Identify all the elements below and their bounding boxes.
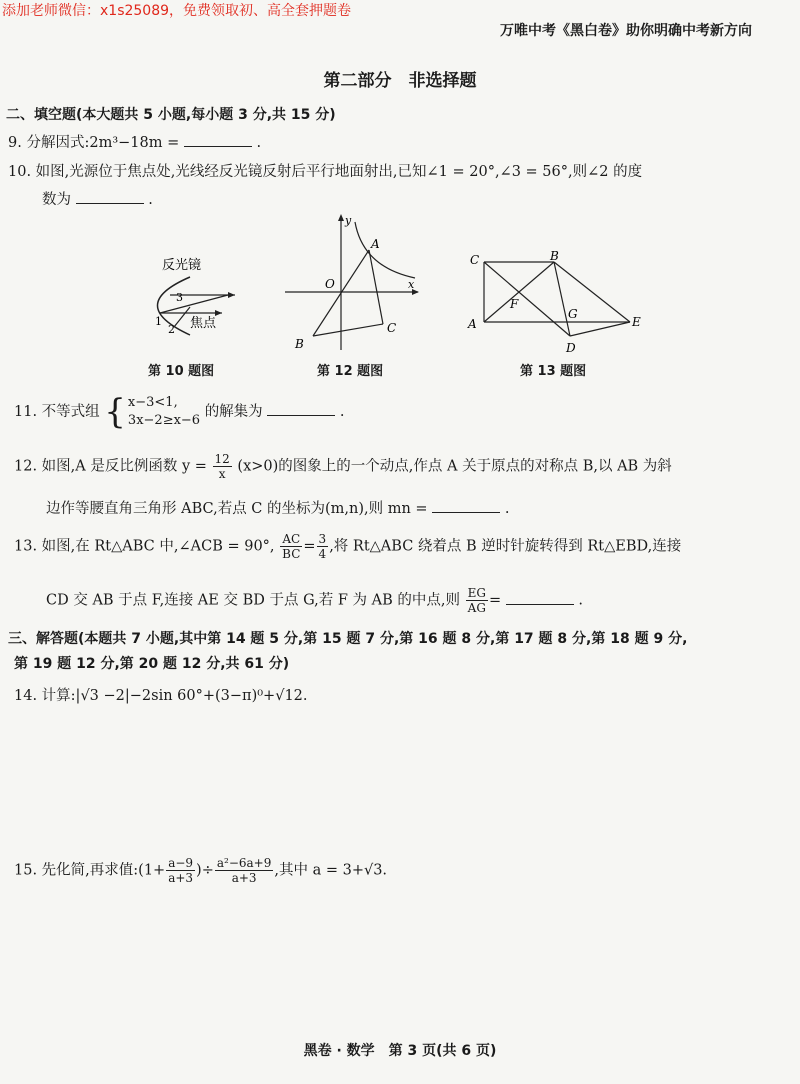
q15-fraction-1 (166, 856, 195, 885)
q10-end: . (148, 192, 153, 208)
q12-number: 12. (14, 458, 38, 475)
q13-equals-2: = (488, 592, 502, 609)
fig13-point-a: A (468, 317, 477, 331)
q13-text2: CD 交 AB 于点 F,连接 AE 交 BD 于点 G,若 F 为 AB 的中点,则 (46, 592, 460, 609)
q15-text-c: ,其中 a = 3+√3. (274, 862, 388, 879)
q13-equals: = (303, 538, 316, 555)
q12-text2: 边作等腰直角三角形 ABC,若点 C 的坐标为(m,n),则 mn = (46, 501, 428, 517)
fig13-caption: 第 13 题图 (520, 364, 587, 379)
q13-fraction-ac-bc (280, 532, 302, 561)
q11-inequality-system: { x−3<1, 3x−2≥x−6 (104, 392, 201, 432)
fig10-angle3: 3 (176, 291, 183, 304)
question-13-line1 (14, 532, 681, 561)
q13-fraction-eg-ag (466, 586, 488, 615)
fig12-y-label: y (345, 214, 352, 227)
fig10-angle2: 2 (168, 323, 175, 336)
fig13-point-c: C (470, 253, 480, 267)
figure-10 (130, 255, 260, 345)
q11-end: . (339, 404, 345, 420)
fig10-angle1: 1 (155, 315, 162, 328)
question-12-line2 (46, 497, 509, 518)
q13-text1b: ,将 Rt△ABC 绕着点 B 逆时针旋转得到 Rt△EBD,连接 (329, 538, 682, 555)
fig12-point-c: C (387, 321, 397, 335)
q15-f2-num: a²−6a+9 (216, 856, 272, 870)
q10-answer-blank (76, 203, 144, 204)
question-9 (8, 131, 261, 152)
q13-f3-den: AG (467, 601, 486, 615)
fig10-caption: 第 10 题图 (148, 364, 215, 379)
question-11 (14, 394, 345, 430)
fig10-focus-label: 焦点 (190, 316, 217, 331)
q13-end: . (578, 592, 583, 609)
section-answer-title-line1: 三、解答题(本题共 7 小题,其中第 14 题 5 分,第 15 题 7 分,第 16 题 8 分,第 17 题 8 分,第 18 题 9 分, (8, 631, 688, 647)
q15-number: 15. (14, 862, 38, 879)
q11-after: 的解集为 (204, 404, 263, 420)
q11-number: 11. (14, 404, 38, 420)
q13-answer-blank (506, 604, 574, 605)
q10-text2: 数为 (42, 192, 71, 208)
fig13-point-f: F (510, 297, 519, 311)
q10-number: 10. (8, 164, 32, 180)
q15-text-a: 先化简,再求值:(1+ (41, 862, 166, 879)
q13-text1a: 如图,在 Rt△ABC 中,∠ACB = 90°, (41, 538, 275, 555)
fig13-point-b: B (550, 249, 559, 263)
q13-f2-den: 4 (318, 547, 327, 561)
header-slogan: 万唯中考《黑白卷》助你明确中考新方向 (500, 23, 752, 39)
question-13-line2 (46, 586, 583, 615)
figure-13 (462, 248, 652, 356)
q11-text: 不等式组 (41, 404, 100, 420)
q13-f3-num: EG (467, 586, 486, 600)
question-10-line1 (8, 160, 642, 181)
q11-inequality-2: 3x−2≥x−6 (127, 413, 201, 428)
page-footer: 黑卷 · 数学 第 3 页(共 6 页) (303, 1043, 497, 1059)
q15-text-b: )÷ (196, 862, 214, 879)
fig13-point-d: D (566, 341, 576, 355)
fig10-mirror-label: 反光镜 (162, 258, 202, 273)
q12-fraction (213, 452, 232, 481)
fig13-point-e: E (632, 315, 641, 329)
question-15 (14, 856, 387, 885)
q12-end: . (504, 501, 510, 517)
q15-fraction-2 (215, 856, 274, 885)
question-14 (14, 684, 308, 705)
fig12-x-label: x (408, 278, 415, 291)
q14-text: 计算:|√3 −2|−2sin 60°+(3−π)⁰+√12. (41, 688, 308, 704)
q12-answer-blank (432, 512, 500, 513)
q15-f1-num: a−9 (168, 856, 194, 870)
fig12-caption: 第 12 题图 (317, 364, 384, 379)
fig12-point-b: B (295, 337, 304, 351)
q9-answer-blank (184, 146, 252, 147)
q13-number: 13. (14, 538, 38, 555)
fig12-point-a: A (371, 237, 380, 251)
q9-end: . (256, 135, 262, 151)
q13-f1-num: AC (282, 532, 301, 546)
q13-f1-den: BC (282, 547, 301, 561)
q12-text1a: 如图,A 是反比例函数 y = (41, 458, 207, 475)
watermark-text: 添加老师微信：x1s25089，免费领取初、高全套押题卷 (2, 3, 352, 19)
q11-inequality-1: x−3<1, (127, 395, 178, 410)
q13-fraction-3-4 (317, 532, 329, 561)
section-fill-blank-title: 二、填空题(本大题共 5 小题,每小题 3 分,共 15 分) (6, 107, 336, 123)
section-answer-title-line2: 第 19 题 12 分,第 20 题 12 分,共 61 分) (14, 656, 290, 672)
q12-text1b: (x>0)的图象上的一个动点,作点 A 关于原点的对称点 B,以 AB 为斜 (237, 458, 672, 475)
q12-frac-num: 12 (214, 452, 230, 466)
part-title: 第二部分 非选择题 (323, 71, 477, 91)
fig13-point-g: G (568, 307, 578, 321)
q9-text: 分解因式:2m³−18m = (26, 135, 180, 151)
question-12-line1 (14, 452, 672, 481)
figure-12 (283, 212, 423, 352)
fig12-origin-label: O (325, 277, 335, 291)
q12-frac-den: x (218, 467, 226, 481)
q13-f2-num: 3 (318, 532, 327, 546)
question-10-line2 (42, 188, 153, 209)
q15-f2-den: a+3 (231, 871, 257, 885)
q14-number: 14. (14, 688, 38, 704)
q10-text1: 如图,光源位于焦点处,光线经反光镜反射后平行地面射出,已知∠1 = 20°,∠3 = 56°,则∠2 的度 (35, 164, 643, 180)
q11-answer-blank (267, 415, 335, 416)
q9-number: 9. (8, 135, 22, 151)
q15-f1-den: a+3 (168, 871, 194, 885)
